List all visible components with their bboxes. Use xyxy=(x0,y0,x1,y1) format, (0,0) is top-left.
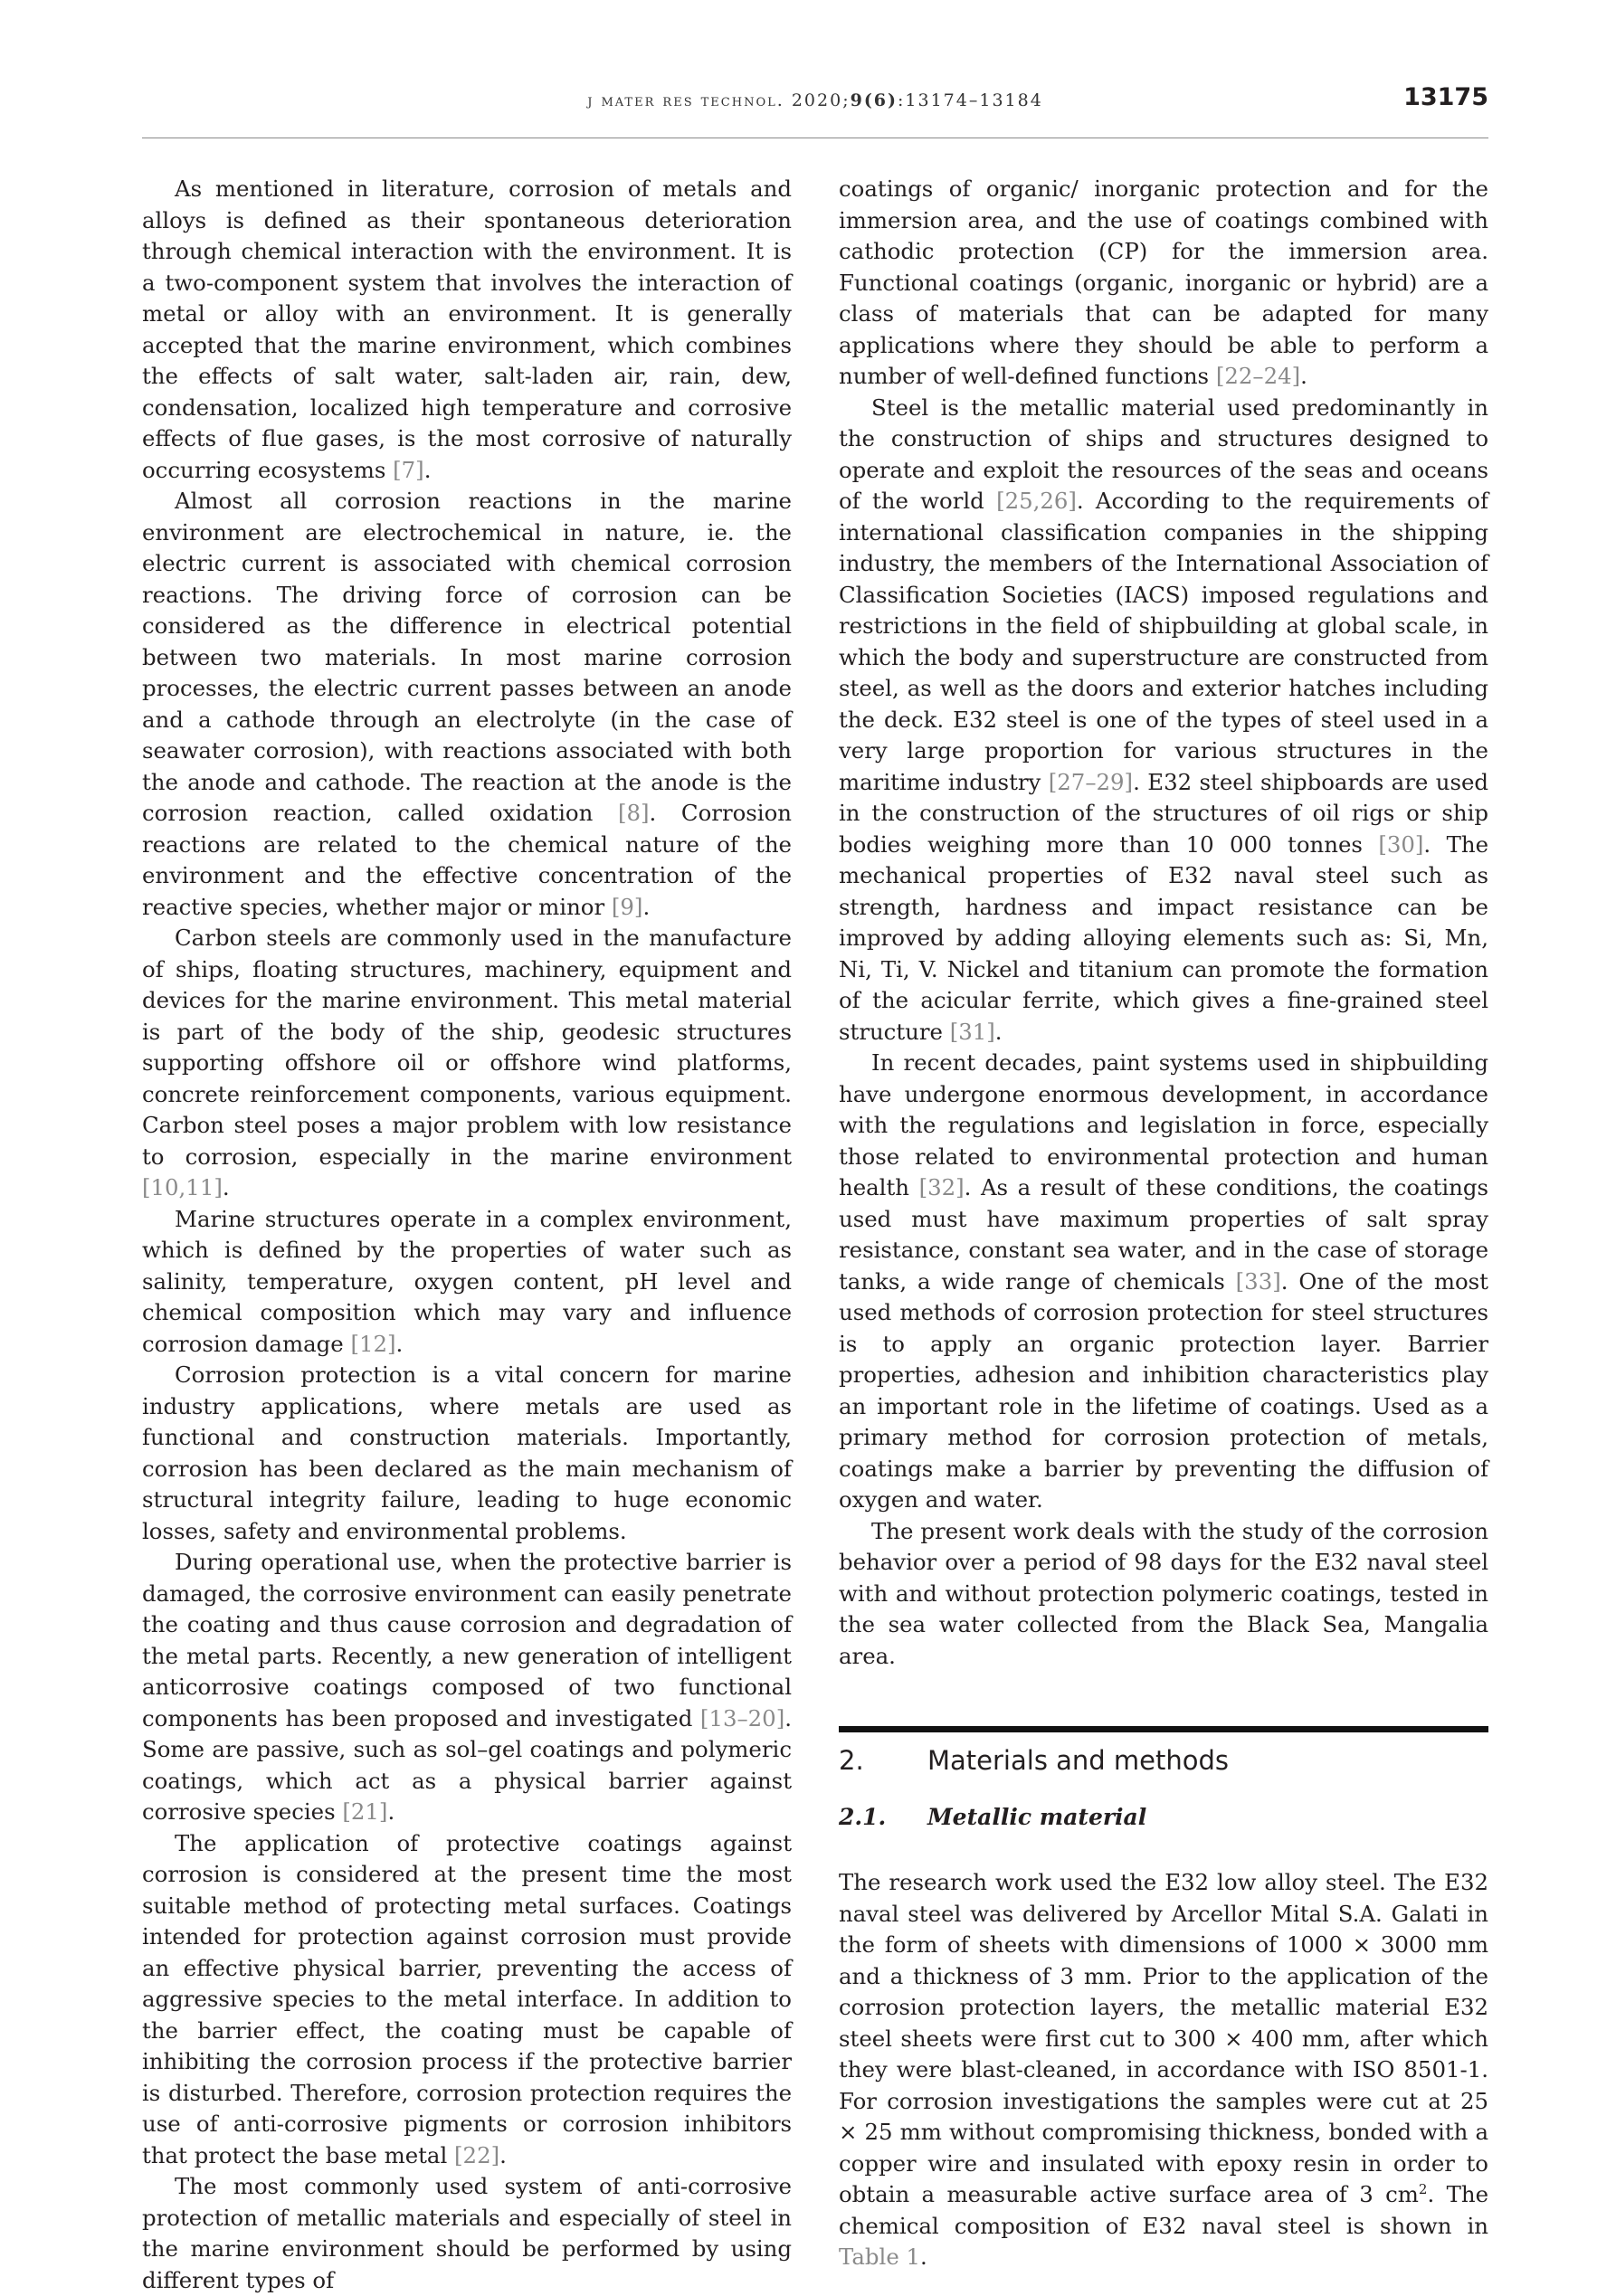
paragraph: The present work deals with the study of the corrosion behavior over a period of 98 days for the E32 naval steel with and without protection polymeric coatings, tested in the sea water collected from the Black Sea, Mangalia area. xyxy=(839,1517,1488,1669)
journal-volume-issue: 9(6) xyxy=(850,90,898,110)
citation-link[interactable]: [8] xyxy=(617,800,650,826)
journal-name: j mater res technol. xyxy=(587,90,784,110)
citation-link[interactable]: [33] xyxy=(1235,1267,1281,1295)
citation-link[interactable]: [12] xyxy=(350,1330,396,1357)
subsection-heading xyxy=(839,1802,1488,1834)
paragraph-text: . xyxy=(642,893,651,920)
citation-link[interactable]: [9] xyxy=(611,893,643,920)
paragraph-text: . The mechanical properties of E32 naval steel such as strength, hardness and impact resistance can be improved by adding alloying elements such as: Si, Mn, Ni, Ti, V. Nickel and titanium can promote the formation of the acicular ferrite, which gives a fine-grained steel structure xyxy=(839,830,1488,1045)
paragraph-text: Marine structures operate in a complex environment, which is defined by the properties of water such as salinity, temperature, oxygen content, pH level and chemical composition which may vary and influence corrosion damage xyxy=(142,1205,792,1357)
citation-link[interactable]: [21] xyxy=(342,1798,388,1825)
citation-link[interactable]: [22] xyxy=(454,2141,500,2168)
paragraph xyxy=(142,486,792,923)
paragraph-text: . E32 steel shipboards are used in the construction of the structures of oil rigs or ship bodies weighing more than 10 000 tonnes xyxy=(839,768,1489,858)
journal-citation xyxy=(142,90,1488,110)
paragraph-text: . xyxy=(423,456,432,483)
paragraph-text: . According to the requirements of international classification companies in the shipping industry, the members of the International Association of Classification Societies (IACS) imposed regulations and restrictions in the field of shipbuilding at global scale, in which the body and superstructure are constructed from steel, as well as the doors and exterior hatches including the deck. E32 steel is one of the types of steel used in a very large proportion for various structures in the maritime industry xyxy=(839,488,1488,795)
paragraph xyxy=(142,923,792,1204)
journal-pages: :13174–13184 xyxy=(898,90,1043,110)
paragraph-text: . xyxy=(994,1018,1003,1045)
journal-year: 2020; xyxy=(784,90,851,110)
paragraph xyxy=(839,174,1488,393)
paragraph-text: . xyxy=(222,1174,230,1200)
paragraph-text: . One of the most used methods of corrosion protection for steel structures is to apply an organic protection layer. Barrier properties, adhesion and inhibition characteristics play an important role in the lifetime of coatings. Used as a primary method for corrosion protection of metals, coatings make a barrier by preventing the diffusion of oxygen and water. xyxy=(839,1267,1488,1513)
paragraph xyxy=(142,1547,792,1828)
citation-link[interactable]: [7] xyxy=(393,456,424,483)
citation-link[interactable]: [22–24] xyxy=(1215,363,1301,389)
paragraph-text: . xyxy=(499,2141,507,2168)
paragraph xyxy=(839,393,1488,1048)
paragraph-text: Carbon steels are commonly used in the manufacture of ships, floating structures, machinery, equipment and devices for the marine environment. This metal material is part of the body of the ship, geodesic structures supporting offshore oil or offshore wind platforms, concrete reinforcement components, various equipment. Carbon steel poses a major problem with low resistance to corrosion, especially in the marine environment xyxy=(142,925,792,1170)
paragraph-text: . Corrosion reactions are related to the chemical nature of the environment and the effective concentration of the reactive species, whether major or minor xyxy=(142,800,792,920)
left-column xyxy=(142,174,792,2296)
section-number: 2. xyxy=(839,1745,864,1776)
paragraph-text: As mentioned in literature, corrosion of metals and alloys is defined as their spontaneous deterioration through chemical interaction with the environment. It is a two-component system that involves the interaction of metal or alloy with an environment. It is generally accepted that the marine environment, which combines the effects of salt water, salt-laden air, rain, dew, condensation, localized high temperature and corrosive effects of flue gases, is the most corrosive of naturally occurring ecosystems xyxy=(142,176,792,483)
paragraph xyxy=(142,174,792,486)
page-header xyxy=(142,83,1488,138)
paragraph-text: . xyxy=(1300,363,1307,389)
paragraph xyxy=(142,1828,792,2172)
paragraph-text: Steel is the metallic material used predominantly in the construction of ships and structures designed to operate and exploit the resources of the seas and oceans of the world xyxy=(839,394,1488,514)
paragraph-text: In recent decades, paint systems used in shipbuilding have undergone enormous development, in accordance with the regulations and legislation in force, especially those related to environmental protection and human health xyxy=(839,1049,1488,1200)
paragraph-text: . xyxy=(395,1330,404,1357)
paragraph-text: coatings of organic/ inorganic protection and for the immersion area, and the use of coatings combined with cathodic protection (CP) for the immersion area. Functional coatings (organic, inorganic or hybrid) are a class of materials that can be adapted for many applications where they should be able to perform a number of well-defined functions xyxy=(839,176,1488,389)
citation-link[interactable]: [13–20] xyxy=(699,1704,785,1731)
paragraph-text: The application of protective coatings against corrosion is considered at the present time the most suitable method of protecting metal surfaces. Coatings intended for protection against corrosion must provide an effective physical barrier, preventing the access of aggressive species to the metal interface. In addition to the barrier effect, the coating must be capable of inhibiting the corrosion process if the protective barrier is disturbed. Therefore, corrosion protection requires the use of anti-corrosive pigments or corrosion inhibitors that protect the base metal xyxy=(142,1829,792,2168)
section-heading xyxy=(839,1745,1488,1777)
paragraph-text: The research work used the E32 low alloy steel. The E32 naval steel was delivered by Arcellor Mital S.A. Galati in the form of sheets with dimensions of 1000 × 3000 mm and a thickness of 3 mm. Prior to the application of the corrosion protection layers, the metallic material E32 steel sheets were first cut to 300 × 400 mm, after which they were blast-cleaned, in accordance with ISO 8501-1. For corrosion investigations the samples were cut at 25 × 25 mm without compromising thickness, bonded with a copper wire and insulated with epoxy resin in order to obtain a measurable active surface area of 3 cm xyxy=(839,1869,1488,2207)
page-number: 13175 xyxy=(1403,83,1488,111)
citation-link[interactable]: [25,26] xyxy=(996,488,1077,514)
paragraph-text: . Some are passive, such as sol–gel coatings and polymeric coatings, which act as a physical barrier against corrosive species xyxy=(142,1704,792,1825)
paragraph: The most commonly used system of anti-corrosive protection of metallic materials and especially of steel in the marine environment should be performed by using different types of xyxy=(142,2173,792,2293)
paragraph-text: During operational use, when the protective barrier is damaged, the corrosive environment can easily penetrate the coating and thus cause corrosion and degradation of the metal parts. Recently, a new generation of intelligent anticorrosive coatings composed of two functional components has been proposed and investigated xyxy=(142,1549,792,1731)
citation-link[interactable]: [32] xyxy=(918,1174,965,1200)
paragraph xyxy=(839,1048,1488,1516)
section-divider xyxy=(839,1726,1488,1732)
citation-link[interactable]: [27–29] xyxy=(1048,768,1134,795)
paragraph xyxy=(839,1867,1488,2273)
citation-link[interactable]: [10,11] xyxy=(142,1174,223,1200)
paragraph xyxy=(142,1204,792,1361)
paragraph-text: Almost all corrosion reactions in the marine environment are electrochemical in nature, ie. the electric current is associated with chemical corrosion reactions. The driving force of corrosion can be considered as the difference in electrical potential between two materials. In most marine corrosion processes, the electric current passes between an anode and a cathode through an electrolyte (in the case of seawater corrosion), with reactions associated with both the anode and cathode. The reaction at the anode is the corrosion reaction, called oxidation xyxy=(142,488,792,826)
subsection-number: 2.1. xyxy=(839,1803,887,1830)
subsection-title: Metallic material xyxy=(927,1803,1147,1830)
paragraph-text: . xyxy=(387,1798,395,1825)
paragraph-text: . xyxy=(920,2244,927,2270)
table-link[interactable]: Table 1 xyxy=(839,2244,921,2270)
superscript: 2 xyxy=(1418,2180,1428,2197)
paragraph-text: . The chemical composition of E32 naval steel is shown in xyxy=(839,2181,1489,2239)
citation-link[interactable]: [31] xyxy=(949,1018,995,1045)
section-title: Materials and methods xyxy=(927,1745,1230,1776)
paragraph: Corrosion protection is a vital concern for marine industry applications, where metals are used as functional and construction materials. Importantly, corrosion has been declared as the main mechanism of structural integrity failure, leading to huge economic losses, safety and environmental problems. xyxy=(142,1361,792,1544)
paragraph-text: . As a result of these conditions, the coatings used must have maximum properties of salt spray resistance, constant sea water, and in the case of storage tanks, a wide range of chemicals xyxy=(839,1174,1489,1295)
right-column xyxy=(839,174,1488,2273)
citation-link[interactable]: [30] xyxy=(1378,830,1424,858)
